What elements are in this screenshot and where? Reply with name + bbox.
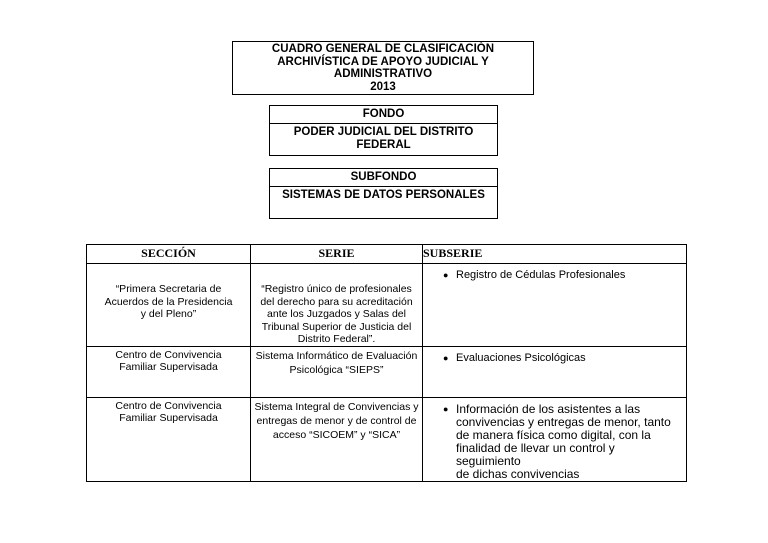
subfondo-value: SISTEMAS DE DATOS PERSONALES xyxy=(282,189,485,201)
header-serie: SERIE xyxy=(251,245,423,264)
subserie-text xyxy=(456,403,678,481)
subserie-cell xyxy=(423,346,687,397)
seccion-line: Familiar Supervisada xyxy=(119,412,218,424)
fondo-value-line: PODER JUDICIAL DEL DISTRITO xyxy=(293,126,474,138)
list-item xyxy=(423,347,686,365)
subserie-line: finalidad de llevar un control y seguimiento xyxy=(456,440,615,468)
seccion-cell xyxy=(87,346,251,397)
serie-line: Tribunal Superior de Justicia del xyxy=(261,320,412,333)
header-seccion: SECCIÓN xyxy=(87,245,251,264)
subserie-line: de dichas convivencias xyxy=(456,466,580,481)
serie-line: Sistema Informático de Evaluación xyxy=(255,349,418,362)
subserie-cell xyxy=(423,397,687,481)
table-row xyxy=(87,346,687,397)
subfondo-box xyxy=(269,168,498,219)
header-subserie: SUBSERIE xyxy=(423,245,687,264)
subserie-text: Registro de Cédulas Profesionales xyxy=(456,269,626,281)
subfondo-label: SUBFONDO xyxy=(270,169,497,187)
subserie-cell xyxy=(423,264,687,347)
seccion-line: Acuerdos de la Presidencia xyxy=(104,295,233,308)
subserie-line: convivencias y entregas de menor, tanto xyxy=(456,414,671,429)
seccion-cell xyxy=(87,397,251,481)
bullet-icon: ● xyxy=(443,270,449,280)
list-item xyxy=(423,398,686,481)
serie-line: Distrito Federal”. xyxy=(297,333,376,345)
serie-line: Sistema Integral de Convivencias y xyxy=(254,400,419,413)
classification-table xyxy=(86,244,687,482)
table-row xyxy=(87,264,687,347)
bullet-icon: ● xyxy=(443,403,449,414)
seccion-line: Centro de Convivencia xyxy=(115,399,222,412)
seccion-line: Centro de Convivencia xyxy=(115,348,222,361)
serie-line: “Registro único de profesionales xyxy=(261,283,412,295)
title-line: ADMINISTRATIVO xyxy=(333,68,433,80)
table-row xyxy=(87,397,687,481)
serie-cell xyxy=(251,346,423,397)
serie-line: entregas de menor y de control de xyxy=(256,414,417,427)
fondo-box xyxy=(269,105,498,156)
seccion-line: “Primera Secretaria de xyxy=(115,283,222,295)
seccion-cell xyxy=(87,264,251,347)
subserie-line: Información de los asistentes a las xyxy=(456,401,641,416)
fondo-value xyxy=(270,124,497,151)
title-line: 2013 xyxy=(370,80,396,93)
table-header-row xyxy=(87,245,687,264)
title-line: ARCHIVÍSTICA DE APOYO JUDICIAL Y xyxy=(277,55,489,68)
fondo-value-line: FEDERAL xyxy=(356,138,411,151)
serie-line: ante los Juzgados y Salas del xyxy=(267,308,406,320)
seccion-line: y del Pleno” xyxy=(140,308,197,320)
serie-line: acceso “SICOEM” y “SICA” xyxy=(272,428,401,441)
subserie-text: Evaluaciones Psicológicas xyxy=(456,351,586,364)
title-line: CUADRO GENERAL DE CLASIFICACIÓN xyxy=(271,43,495,55)
serie-cell xyxy=(251,264,423,347)
list-item xyxy=(423,264,686,282)
bullet-icon: ● xyxy=(443,352,449,363)
subserie-line: de manera física como digital, con la xyxy=(456,427,651,442)
serie-line: del derecho para su acreditación xyxy=(260,295,413,308)
fondo-label: FONDO xyxy=(270,106,497,124)
seccion-line: Familiar Supervisada xyxy=(119,361,218,373)
document-title xyxy=(232,41,534,95)
serie-line: Psicológica “SIEPS” xyxy=(289,363,384,376)
serie-cell xyxy=(251,397,423,481)
